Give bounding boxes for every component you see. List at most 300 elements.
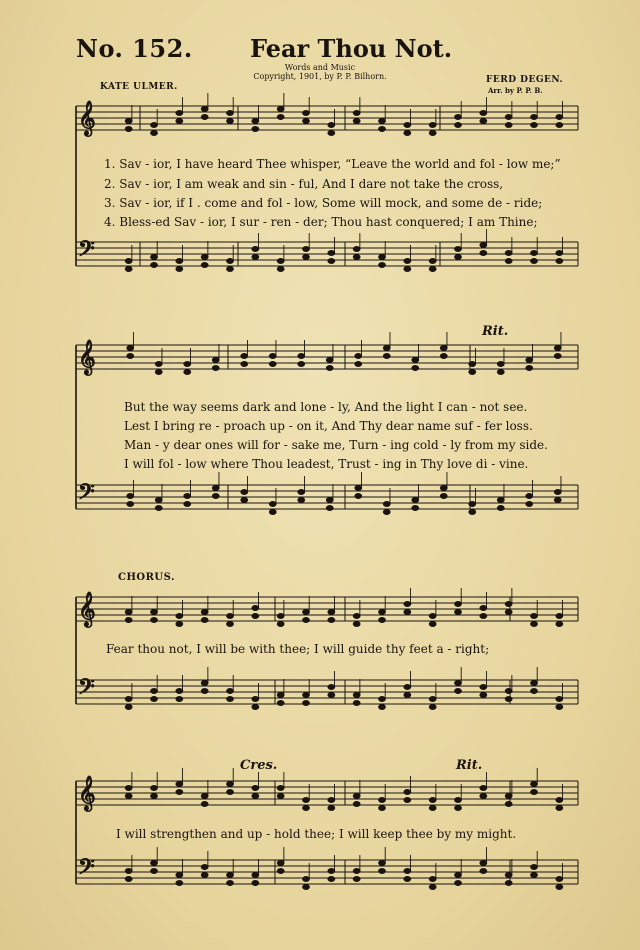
system4-treble-note	[227, 790, 234, 795]
system2-treble-note	[241, 362, 248, 367]
system3-treble-note	[125, 618, 132, 623]
system3-treble-note	[429, 614, 436, 619]
system1-treble-note	[379, 127, 386, 132]
system4-treble-note	[252, 786, 259, 791]
system3-treble-note	[480, 614, 487, 619]
system2-treble-note	[269, 362, 276, 367]
system4-bass-note	[379, 861, 386, 866]
system3-bass-note	[480, 693, 487, 698]
system3-bass-note	[176, 689, 183, 694]
system1-bass-note	[556, 251, 563, 256]
system3-bass-note	[303, 693, 310, 698]
system1-bass-note	[353, 247, 360, 252]
system2-bass-note	[298, 490, 305, 495]
system1-treble-note	[429, 123, 436, 128]
system1-treble-note	[151, 131, 158, 136]
system2-bass-note	[127, 494, 134, 499]
system2-bass-note	[298, 498, 305, 503]
system3-treble-note	[303, 618, 310, 623]
system1-treble-note	[201, 107, 208, 112]
system2-bass-note	[184, 502, 191, 507]
system1-treble-note	[328, 123, 335, 128]
system2-bass-note	[526, 494, 533, 499]
system4-bass-note	[455, 881, 462, 886]
system3-bass-note	[201, 681, 208, 686]
system2-bass-note	[241, 490, 248, 495]
system3-bass-note	[429, 697, 436, 702]
system4-treble-note	[455, 806, 462, 811]
system4-bass-note	[404, 869, 411, 874]
system4-bass-note	[353, 877, 360, 882]
system4-treble-note	[531, 782, 538, 787]
system4-bass-note	[303, 885, 310, 890]
system3-treble-note	[404, 610, 411, 615]
system3-treble-note	[328, 610, 335, 615]
system2-treble-note	[127, 346, 134, 351]
system3-bass-note	[379, 697, 386, 702]
system1-treble-note	[303, 111, 310, 116]
system1-bass-note	[480, 251, 487, 256]
composer-credit: FERD DEGEN.	[486, 75, 564, 85]
copyright-line: Copyright, 1901, by P. P. Bilhorn.	[253, 72, 387, 81]
system2-bass-note	[497, 506, 504, 511]
system4-treble-note	[277, 794, 284, 799]
chorus-line-1: Fear thou not, I will be with thee; I will guide thy feet a - right;	[106, 642, 490, 656]
system3-bass-note	[201, 689, 208, 694]
ritardando-mark: Rit.	[482, 324, 509, 339]
system4-treble-clef-icon: 𝄞	[78, 776, 96, 811]
system4-bass-note	[404, 877, 411, 882]
system3-treble-note	[252, 606, 259, 611]
system1-bass-note	[379, 255, 386, 260]
system3-treble-note	[252, 614, 259, 619]
system3-treble-note	[151, 610, 158, 615]
system2-bass-note	[127, 502, 134, 507]
system1-bass-note	[151, 263, 158, 268]
system1-treble-note	[556, 123, 563, 128]
system3-treble-note	[227, 622, 234, 627]
system4-treble-note	[455, 798, 462, 803]
system2-treble-note	[383, 346, 390, 351]
system3-bass-note	[353, 701, 360, 706]
system1-bass-note	[404, 267, 411, 272]
system1-bass-note	[328, 251, 335, 256]
verse-1-line-1: 1. Sav - ior, I have heard Thee whisper, “Leave the world and fol - low me;”	[104, 157, 561, 171]
system2-bass-note	[440, 494, 447, 499]
system3-treble-note	[125, 610, 132, 615]
system3-bass-note	[404, 693, 411, 698]
verse-4-line-1: 4. Bless-ed Sav - ior, I sur - ren - der; Thou hast conquered; I am Thine;	[104, 215, 538, 229]
system4-treble-note	[505, 794, 512, 799]
system4-treble-note	[379, 798, 386, 803]
system4-bass-note	[151, 869, 158, 874]
system4-treble-note	[201, 794, 208, 799]
system4-treble-note	[379, 806, 386, 811]
system2-treble-note	[497, 362, 504, 367]
system1-treble-note	[277, 107, 284, 112]
system2-treble-note	[554, 354, 561, 359]
system1-bass-note	[303, 255, 310, 260]
system4-treble-note	[404, 790, 411, 795]
system3-treble-note	[429, 622, 436, 627]
system4-treble-note	[556, 798, 563, 803]
system3-treble-note	[531, 622, 538, 627]
system1-bass-note	[151, 255, 158, 260]
system4-bass-note	[227, 873, 234, 878]
system4-bass-note	[480, 861, 487, 866]
system2-treble-note	[298, 354, 305, 359]
system2-bass-note	[155, 506, 162, 511]
system4-treble-note	[303, 806, 310, 811]
system1-treble-note	[252, 127, 259, 132]
system3-bass-note	[227, 689, 234, 694]
system2-bass-note	[383, 510, 390, 515]
system2-bass-note	[212, 486, 219, 491]
system4-bass-note	[328, 877, 335, 882]
system1-bass-note	[252, 247, 259, 252]
system3-treble-note	[505, 610, 512, 615]
system1-treble-note	[125, 127, 132, 132]
system1-treble-note	[125, 119, 132, 124]
system4-bass-note	[556, 877, 563, 882]
system4-treble-note	[505, 802, 512, 807]
system1-bass-note	[531, 259, 538, 264]
system4-treble-note	[151, 786, 158, 791]
system1-bass-note	[176, 267, 183, 272]
lyricist-credit: KATE ULMER.	[100, 82, 178, 92]
system2-treble-note	[184, 370, 191, 375]
system2-bass-note	[355, 494, 362, 499]
system2-bass-note	[184, 494, 191, 499]
system1-bass-note	[556, 259, 563, 264]
system4-treble-note	[201, 802, 208, 807]
system3-treble-note	[227, 614, 234, 619]
system2-treble-note	[326, 366, 333, 371]
system3-bass-note	[227, 697, 234, 702]
system4-treble-note	[151, 794, 158, 799]
crescendo-mark: Cres.	[240, 758, 278, 773]
system3-treble-note	[277, 622, 284, 627]
system1-treble-note	[505, 115, 512, 120]
system2-treble-note	[383, 354, 390, 359]
system1-bass-note	[505, 259, 512, 264]
system2-treble-note	[155, 362, 162, 367]
system4-bass-note	[277, 861, 284, 866]
system4-bass-note	[429, 885, 436, 890]
system1-bass-note	[404, 259, 411, 264]
system2-treble-note	[469, 370, 476, 375]
system3-treble-note	[328, 618, 335, 623]
system3-bass-note	[505, 689, 512, 694]
hymn-title: Fear Thou Not.	[250, 34, 453, 63]
system1-bass-note	[125, 259, 132, 264]
system4-bass-note	[328, 869, 335, 874]
system4-treble-note	[252, 794, 259, 799]
system4-treble-note	[328, 806, 335, 811]
system2-treble-clef-icon: 𝄞	[78, 340, 96, 375]
system2-treble-note	[526, 366, 533, 371]
system1-treble-note	[328, 131, 335, 136]
system2-bass-note	[412, 498, 419, 503]
ritardando-mark-chorus: Rit.	[456, 758, 483, 773]
system3-treble-note	[404, 602, 411, 607]
system4-bass-note	[176, 873, 183, 878]
system4-treble-note	[556, 806, 563, 811]
system1-bass-note	[201, 255, 208, 260]
system2-bass-note	[469, 510, 476, 515]
system1-bass-note	[455, 247, 462, 252]
system1-treble-note	[455, 123, 462, 128]
system4-bass-clef-icon: 𝄢	[78, 855, 95, 885]
system1-bass-note	[277, 259, 284, 264]
system4-bass-note	[353, 869, 360, 874]
verse-4-line-2: I will fol - low where Thou leadest, Trust - ing in Thy love di - vine.	[124, 457, 529, 471]
system3-bass-note	[379, 705, 386, 710]
system2-treble-note	[298, 362, 305, 367]
chorus-line-2: I will strengthen and up - hold thee; I will keep thee by my might.	[116, 827, 517, 841]
system1-treble-note	[303, 119, 310, 124]
system4-treble-note	[125, 794, 132, 799]
system2-bass-note	[383, 502, 390, 507]
system3-treble-note	[531, 614, 538, 619]
system1-bass-note	[429, 267, 436, 272]
system3-bass-note	[531, 681, 538, 686]
system3-bass-note	[303, 701, 310, 706]
hymn-number: No. 152.	[76, 34, 193, 63]
system3-bass-note	[531, 689, 538, 694]
system1-treble-note	[201, 115, 208, 120]
system3-bass-note	[277, 701, 284, 706]
system2-treble-note	[212, 366, 219, 371]
system1-bass-note	[125, 267, 132, 272]
system4-treble-note	[277, 786, 284, 791]
system4-bass-note	[505, 873, 512, 878]
system4-bass-note	[151, 861, 158, 866]
system2-treble-note	[241, 354, 248, 359]
system1-treble-note	[353, 119, 360, 124]
system3-treble-note	[303, 610, 310, 615]
system3-bass-note	[328, 693, 335, 698]
system2-treble-note	[326, 358, 333, 363]
system3-treble-note	[176, 614, 183, 619]
system1-treble-note	[277, 115, 284, 120]
arranger-credit: Arr. by P. P. B.	[488, 86, 543, 95]
system1-treble-note	[505, 123, 512, 128]
system3-treble-note	[480, 606, 487, 611]
system3-bass-note	[125, 705, 132, 710]
system4-treble-note	[531, 790, 538, 795]
system3-treble-note	[455, 602, 462, 607]
system3-bass-note	[252, 697, 259, 702]
system3-bass-note	[429, 705, 436, 710]
system4-treble-note	[328, 798, 335, 803]
system2-treble-note	[355, 354, 362, 359]
system1-treble-note	[151, 123, 158, 128]
system1-treble-note	[379, 119, 386, 124]
system4-treble-note	[429, 798, 436, 803]
system2-treble-note	[127, 354, 134, 359]
system4-treble-note	[227, 782, 234, 787]
system3-bass-clef-icon: 𝄢	[78, 675, 95, 705]
system2-treble-note	[440, 354, 447, 359]
system2-treble-note	[526, 358, 533, 363]
system2-bass-note	[497, 498, 504, 503]
system3-treble-note	[353, 614, 360, 619]
system3-treble-note	[556, 622, 563, 627]
system4-bass-note	[505, 881, 512, 886]
system4-bass-note	[227, 881, 234, 886]
system3-bass-note	[328, 685, 335, 690]
system1-treble-note	[531, 123, 538, 128]
system1-treble-clef-icon: 𝄞	[78, 101, 96, 136]
system3-treble-note	[379, 618, 386, 623]
system1-bass-note	[176, 259, 183, 264]
system2-bass-note	[326, 498, 333, 503]
system3-treble-note	[201, 610, 208, 615]
system1-bass-note	[379, 263, 386, 268]
system3-treble-clef-icon: 𝄞	[78, 592, 96, 627]
system3-treble-note	[277, 614, 284, 619]
system1-bass-note	[252, 255, 259, 260]
system2-bass-note	[554, 498, 561, 503]
system3-bass-note	[455, 689, 462, 694]
system2-treble-note	[469, 362, 476, 367]
words-music-credit: Words and Music	[284, 63, 356, 72]
system2-bass-note	[326, 506, 333, 511]
system1-bass-note	[227, 267, 234, 272]
system4-treble-note	[429, 806, 436, 811]
system3-treble-note	[455, 610, 462, 615]
system4-treble-note	[353, 802, 360, 807]
system4-treble-note	[125, 786, 132, 791]
system4-bass-note	[201, 865, 208, 870]
system2-bass-note	[155, 498, 162, 503]
verse-2-line-2: Lest I bring re - proach up - on it, And Thy dear name suf - fer loss.	[124, 419, 533, 433]
system1-bass-note	[480, 243, 487, 248]
system2-bass-note	[526, 502, 533, 507]
system3-bass-note	[404, 685, 411, 690]
system1-bass-note	[303, 247, 310, 252]
system1-treble-note	[252, 119, 259, 124]
system2-bass-note	[412, 506, 419, 511]
system2-treble-note	[184, 362, 191, 367]
system3-bass-note	[556, 705, 563, 710]
system3-bass-note	[176, 697, 183, 702]
system3-bass-note	[480, 685, 487, 690]
system2-bass-note	[355, 486, 362, 491]
system4-bass-note	[125, 877, 132, 882]
system4-bass-note	[379, 869, 386, 874]
system1-treble-note	[353, 111, 360, 116]
system1-treble-note	[455, 115, 462, 120]
system2-bass-note	[554, 490, 561, 495]
system2-treble-note	[554, 346, 561, 351]
system2-bass-note	[440, 486, 447, 491]
system2-treble-note	[412, 358, 419, 363]
system1-treble-note	[227, 119, 234, 124]
system4-bass-note	[252, 881, 259, 886]
system3-bass-note	[125, 697, 132, 702]
system4-treble-note	[176, 782, 183, 787]
system3-bass-note	[151, 697, 158, 702]
system3-bass-note	[455, 681, 462, 686]
system4-bass-note	[252, 873, 259, 878]
verse-3-line-2: Man - y dear ones will for - sake me, Turn - ing cold - ly from my side.	[124, 438, 548, 452]
system4-treble-note	[176, 790, 183, 795]
system2-bass-note	[469, 502, 476, 507]
system3-treble-note	[201, 618, 208, 623]
system4-bass-note	[531, 873, 538, 878]
system1-bass-note	[531, 251, 538, 256]
system2-treble-note	[155, 370, 162, 375]
system1-bass-note	[227, 259, 234, 264]
system4-bass-note	[480, 869, 487, 874]
system1-treble-note	[531, 115, 538, 120]
system4-treble-note	[404, 798, 411, 803]
system1-bass-note	[353, 255, 360, 260]
system2-bass-note	[241, 498, 248, 503]
system2-treble-note	[412, 366, 419, 371]
system4-treble-note	[480, 786, 487, 791]
system1-treble-note	[176, 119, 183, 124]
system4-bass-note	[176, 881, 183, 886]
system1-treble-note	[480, 119, 487, 124]
system4-bass-note	[277, 869, 284, 874]
system4-bass-note	[201, 873, 208, 878]
system4-bass-note	[429, 877, 436, 882]
system4-treble-note	[353, 794, 360, 799]
chorus-label: CHORUS.	[118, 572, 175, 583]
system3-bass-note	[151, 689, 158, 694]
system2-bass-note	[269, 502, 276, 507]
system1-bass-clef-icon: 𝄢	[78, 237, 95, 267]
system1-treble-note	[429, 131, 436, 136]
system4-treble-note	[303, 798, 310, 803]
system2-treble-note	[355, 362, 362, 367]
system4-bass-note	[303, 877, 310, 882]
system1-bass-note	[455, 255, 462, 260]
system1-treble-note	[404, 131, 411, 136]
system3-treble-note	[176, 622, 183, 627]
system4-bass-note	[455, 873, 462, 878]
system3-bass-note	[353, 693, 360, 698]
system2-bass-note	[212, 494, 219, 499]
system4-treble-note	[480, 794, 487, 799]
system2-bass-clef-icon: 𝄢	[78, 480, 95, 510]
verse-2-line-1: 2. Sav - ior, I am weak and sin - ful, And I dare not take the cross,	[104, 177, 504, 191]
system3-bass-note	[505, 697, 512, 702]
system3-treble-note	[505, 602, 512, 607]
system3-bass-note	[252, 705, 259, 710]
system2-treble-note	[212, 358, 219, 363]
system3-bass-note	[556, 697, 563, 702]
system4-bass-note	[556, 885, 563, 890]
system3-treble-note	[151, 618, 158, 623]
system4-bass-note	[125, 869, 132, 874]
system2-bass-note	[269, 510, 276, 515]
system1-treble-note	[480, 111, 487, 116]
system1-bass-note	[429, 259, 436, 264]
system2-treble-note	[269, 354, 276, 359]
system1-bass-note	[277, 267, 284, 272]
system3-bass-note	[277, 693, 284, 698]
system3-treble-note	[379, 610, 386, 615]
verse-1-line-2: But the way seems dark and lone - ly, And the light I can - not see.	[124, 400, 528, 414]
verse-3-line-1: 3. Sav - ior, if I . come and fol - low, Some will mock, and some de - ride;	[104, 196, 543, 210]
system1-treble-note	[404, 123, 411, 128]
system1-treble-note	[227, 111, 234, 116]
system2-treble-note	[497, 370, 504, 375]
